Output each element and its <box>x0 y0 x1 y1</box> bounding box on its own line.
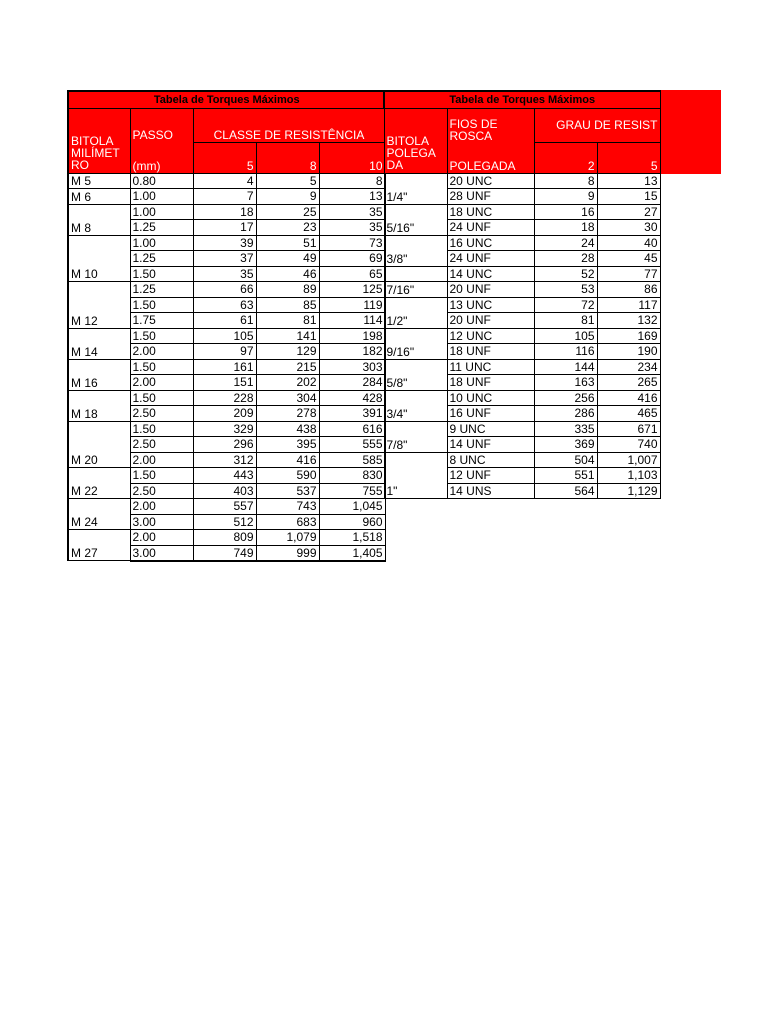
grau-2-cell: 24 <box>534 235 597 251</box>
class-5-cell: 228 <box>193 390 256 406</box>
grau-5-cell: 1,129 <box>597 483 660 499</box>
class-5-cell: 209 <box>193 406 256 422</box>
passo-cell: 2.00 <box>130 452 193 468</box>
bitola-cell: M 20 <box>68 421 130 468</box>
passo-cell: 2.50 <box>130 437 193 453</box>
class-5-cell: 809 <box>193 530 256 546</box>
class-10-cell: 585 <box>319 452 385 468</box>
grau-2-cell: 28 <box>534 251 597 267</box>
column-header-classe: CLASSE DE RESISTÊNCIA <box>193 108 385 142</box>
grau-2-cell: 52 <box>534 266 597 282</box>
bitola-cell: M 5 <box>68 173 130 189</box>
class-10-cell: 1,405 <box>319 545 385 561</box>
class-5-cell: 312 <box>193 452 256 468</box>
grau-2-cell: 116 <box>534 344 597 360</box>
bitola-cell: 9/16" <box>384 328 447 359</box>
fios-cell: 14 UNC <box>447 266 534 282</box>
class-10-cell: 125 <box>319 282 385 298</box>
class-8-cell: 129 <box>256 344 319 360</box>
passo-cell: 2.00 <box>130 499 193 515</box>
table-row <box>68 173 385 189</box>
column-header-grau-2: 2 <box>534 142 597 173</box>
class-8-cell: 537 <box>256 483 319 499</box>
fios-cell: 18 UNF <box>447 344 534 360</box>
grau-5-cell: 13 <box>597 173 660 189</box>
class-10-cell: 114 <box>319 313 385 329</box>
class-8-cell: 23 <box>256 220 319 236</box>
class-8-cell: 999 <box>256 545 319 561</box>
table-title: Tabela de Torques Máximos <box>384 91 660 108</box>
grau-5-cell: 671 <box>597 421 660 437</box>
class-5-cell: 97 <box>193 344 256 360</box>
class-8-cell: 25 <box>256 204 319 220</box>
class-10-cell: 182 <box>319 344 385 360</box>
class-5-cell: 35 <box>193 266 256 282</box>
class-10-cell: 69 <box>319 251 385 267</box>
fios-cell: 20 UNF <box>447 282 534 298</box>
column-header-polegada: POLEGADA <box>447 142 534 173</box>
grau-5-cell: 416 <box>597 390 660 406</box>
table-row <box>384 421 660 437</box>
grau-2-cell: 504 <box>534 452 597 468</box>
class-8-cell: 683 <box>256 514 319 530</box>
grau-2-cell: 18 <box>534 220 597 236</box>
bitola-cell: M 22 <box>68 468 130 499</box>
class-10-cell: 960 <box>319 514 385 530</box>
grau-5-cell: 169 <box>597 328 660 344</box>
fios-cell: 12 UNF <box>447 468 534 484</box>
passo-cell: 1.50 <box>130 359 193 375</box>
grau-2-cell: 335 <box>534 421 597 437</box>
fios-cell: 12 UNC <box>447 328 534 344</box>
grau-2-cell: 81 <box>534 313 597 329</box>
passo-cell: 1.50 <box>130 328 193 344</box>
table-row <box>68 421 385 437</box>
grau-5-cell: 265 <box>597 375 660 391</box>
passo-cell: 1.00 <box>130 189 193 205</box>
class-8-cell: 278 <box>256 406 319 422</box>
grau-5-cell: 40 <box>597 235 660 251</box>
class-5-cell: 61 <box>193 313 256 329</box>
grau-5-cell: 117 <box>597 297 660 313</box>
class-8-cell: 202 <box>256 375 319 391</box>
class-10-cell: 830 <box>319 468 385 484</box>
fios-cell: 20 UNF <box>447 313 534 329</box>
class-8-cell: 5 <box>256 173 319 189</box>
passo-cell: 1.50 <box>130 266 193 282</box>
column-header-fios: FIOS DE ROSCA <box>447 108 534 142</box>
table-row <box>384 235 660 251</box>
class-8-cell: 49 <box>256 251 319 267</box>
class-5-cell: 37 <box>193 251 256 267</box>
grau-5-cell: 30 <box>597 220 660 236</box>
passo-cell: 2.50 <box>130 406 193 422</box>
class-5-cell: 296 <box>193 437 256 453</box>
grau-5-cell: 77 <box>597 266 660 282</box>
passo-cell: 1.00 <box>130 204 193 220</box>
class-10-cell: 1,045 <box>319 499 385 515</box>
bitola-cell: M 6 <box>68 189 130 205</box>
fios-cell: 14 UNF <box>447 437 534 453</box>
table-row <box>384 173 660 189</box>
class-5-cell: 39 <box>193 235 256 251</box>
grau-2-cell: 369 <box>534 437 597 453</box>
grau-5-cell: 465 <box>597 406 660 422</box>
grau-5-cell: 1,007 <box>597 452 660 468</box>
bitola-cell: M 8 <box>68 204 130 235</box>
class-10-cell: 555 <box>319 437 385 453</box>
class-8-cell: 1,079 <box>256 530 319 546</box>
class-5-cell: 749 <box>193 545 256 561</box>
bitola-cell: M 14 <box>68 328 130 359</box>
grau-5-cell: 1,103 <box>597 468 660 484</box>
fios-cell: 24 UNF <box>447 220 534 236</box>
class-5-cell: 18 <box>193 204 256 220</box>
class-10-cell: 198 <box>319 328 385 344</box>
fios-cell: 24 UNF <box>447 251 534 267</box>
class-5-cell: 512 <box>193 514 256 530</box>
fios-cell: 14 UNS <box>447 483 534 499</box>
grau-2-cell: 53 <box>534 282 597 298</box>
bitola-cell: M 10 <box>68 235 130 282</box>
header-fill-overflow <box>659 90 721 174</box>
table-row <box>68 359 385 375</box>
table-row <box>384 204 660 220</box>
class-10-cell: 35 <box>319 220 385 236</box>
passo-cell: 1.75 <box>130 313 193 329</box>
class-5-cell: 557 <box>193 499 256 515</box>
class-8-cell: 438 <box>256 421 319 437</box>
passo-cell: 1.50 <box>130 297 193 313</box>
table-row <box>384 328 660 344</box>
class-10-cell: 35 <box>319 204 385 220</box>
class-8-cell: 141 <box>256 328 319 344</box>
bitola-cell: 1" <box>384 452 447 499</box>
passo-cell: 1.50 <box>130 390 193 406</box>
bitola-cell: 5/16" <box>384 204 447 235</box>
grau-2-cell: 286 <box>534 406 597 422</box>
class-10-cell: 8 <box>319 173 385 189</box>
imperial-torque-table <box>383 90 661 499</box>
class-5-cell: 7 <box>193 189 256 205</box>
column-header-passo: PASSO <box>130 108 193 142</box>
class-10-cell: 1,518 <box>319 530 385 546</box>
passo-cell: 1.00 <box>130 235 193 251</box>
bitola-cell: M 27 <box>68 530 130 561</box>
class-5-cell: 403 <box>193 483 256 499</box>
class-10-cell: 119 <box>319 297 385 313</box>
grau-5-cell: 740 <box>597 437 660 453</box>
table-row <box>384 282 660 298</box>
passo-cell: 0.80 <box>130 173 193 189</box>
class-10-cell: 391 <box>319 406 385 422</box>
table-row <box>68 499 385 515</box>
class-5-cell: 443 <box>193 468 256 484</box>
grau-2-cell: 72 <box>534 297 597 313</box>
table-row <box>68 390 385 406</box>
table-row <box>384 390 660 406</box>
passo-cell: 1.50 <box>130 421 193 437</box>
class-10-cell: 65 <box>319 266 385 282</box>
grau-2-cell: 564 <box>534 483 597 499</box>
class-8-cell: 89 <box>256 282 319 298</box>
passo-cell: 3.00 <box>130 545 193 561</box>
grau-2-cell: 551 <box>534 468 597 484</box>
table-title: Tabela de Torques Máximos <box>68 91 385 108</box>
fios-cell: 16 UNF <box>447 406 534 422</box>
class-8-cell: 304 <box>256 390 319 406</box>
table-row <box>68 328 385 344</box>
fios-cell: 9 UNC <box>447 421 534 437</box>
passo-cell: 2.50 <box>130 483 193 499</box>
fios-cell: 18 UNC <box>447 204 534 220</box>
fios-cell: 10 UNC <box>447 390 534 406</box>
bitola-cell: 1/4" <box>384 173 447 204</box>
grau-5-cell: 27 <box>597 204 660 220</box>
class-10-cell: 755 <box>319 483 385 499</box>
grau-2-cell: 144 <box>534 359 597 375</box>
class-10-cell: 428 <box>319 390 385 406</box>
class-5-cell: 161 <box>193 359 256 375</box>
table-row <box>68 235 385 251</box>
column-header-class-10: 10 <box>319 142 385 173</box>
column-header-bitola: BITOLA POLEGA DA <box>384 108 447 173</box>
table-row <box>68 530 385 546</box>
class-8-cell: 395 <box>256 437 319 453</box>
class-5-cell: 63 <box>193 297 256 313</box>
column-header-grau: GRAU DE RESIST <box>534 108 660 142</box>
table-row <box>384 452 660 468</box>
grau-5-cell: 45 <box>597 251 660 267</box>
table-row <box>68 204 385 220</box>
class-5-cell: 66 <box>193 282 256 298</box>
grau-2-cell: 16 <box>534 204 597 220</box>
table-row <box>68 189 385 205</box>
passo-cell: 1.25 <box>130 282 193 298</box>
passo-cell: 1.50 <box>130 468 193 484</box>
class-8-cell: 85 <box>256 297 319 313</box>
class-5-cell: 17 <box>193 220 256 236</box>
bitola-cell: 7/16" <box>384 282 447 298</box>
bitola-cell <box>384 266 447 282</box>
class-5-cell: 151 <box>193 375 256 391</box>
bitola-cell: M 18 <box>68 390 130 421</box>
class-8-cell: 416 <box>256 452 319 468</box>
table-row <box>384 266 660 282</box>
fios-cell: 13 UNC <box>447 297 534 313</box>
table-row <box>68 282 385 298</box>
column-header-class-8: 8 <box>256 142 319 173</box>
class-8-cell: 46 <box>256 266 319 282</box>
column-header-class-5: 5 <box>193 142 256 173</box>
column-header-grau-5: 5 <box>597 142 660 173</box>
bitola-cell: 1/2" <box>384 297 447 328</box>
class-8-cell: 215 <box>256 359 319 375</box>
grau-2-cell: 9 <box>534 189 597 205</box>
fios-cell: 28 UNF <box>447 189 534 205</box>
grau-5-cell: 234 <box>597 359 660 375</box>
passo-cell: 1.25 <box>130 251 193 267</box>
bitola-cell: 7/8" <box>384 421 447 452</box>
class-8-cell: 743 <box>256 499 319 515</box>
bitola-cell: M 16 <box>68 359 130 390</box>
metric-torque-table <box>67 90 386 562</box>
grau-2-cell: 8 <box>534 173 597 189</box>
bitola-cell: 3/4" <box>384 390 447 421</box>
fios-cell: 11 UNC <box>447 359 534 375</box>
grau-5-cell: 132 <box>597 313 660 329</box>
bitola-cell: 3/8" <box>384 235 447 266</box>
fios-cell: 16 UNC <box>447 235 534 251</box>
class-8-cell: 51 <box>256 235 319 251</box>
bitola-cell: 5/8" <box>384 359 447 390</box>
passo-cell: 1.25 <box>130 220 193 236</box>
passo-cell: 2.00 <box>130 375 193 391</box>
class-8-cell: 590 <box>256 468 319 484</box>
class-5-cell: 105 <box>193 328 256 344</box>
bitola-cell: M 12 <box>68 282 130 329</box>
passo-cell: 2.00 <box>130 344 193 360</box>
class-8-cell: 81 <box>256 313 319 329</box>
grau-5-cell: 86 <box>597 282 660 298</box>
passo-cell: 2.00 <box>130 530 193 546</box>
table-row <box>384 297 660 313</box>
fios-cell: 8 UNC <box>447 452 534 468</box>
grau-2-cell: 163 <box>534 375 597 391</box>
bitola-cell: M 24 <box>68 499 130 530</box>
table-row <box>384 359 660 375</box>
grau-5-cell: 15 <box>597 189 660 205</box>
fios-cell: 18 UNF <box>447 375 534 391</box>
grau-5-cell: 190 <box>597 344 660 360</box>
class-10-cell: 616 <box>319 421 385 437</box>
passo-cell: 3.00 <box>130 514 193 530</box>
table-row <box>68 468 385 484</box>
class-5-cell: 329 <box>193 421 256 437</box>
column-header-mm: (mm) <box>130 142 193 173</box>
grau-2-cell: 105 <box>534 328 597 344</box>
class-10-cell: 13 <box>319 189 385 205</box>
class-8-cell: 9 <box>256 189 319 205</box>
class-10-cell: 73 <box>319 235 385 251</box>
fios-cell: 20 UNC <box>447 173 534 189</box>
grau-2-cell: 256 <box>534 390 597 406</box>
class-5-cell: 4 <box>193 173 256 189</box>
column-header-bitola: BITOLA MILÍMET RO <box>68 108 130 173</box>
class-10-cell: 284 <box>319 375 385 391</box>
class-10-cell: 303 <box>319 359 385 375</box>
